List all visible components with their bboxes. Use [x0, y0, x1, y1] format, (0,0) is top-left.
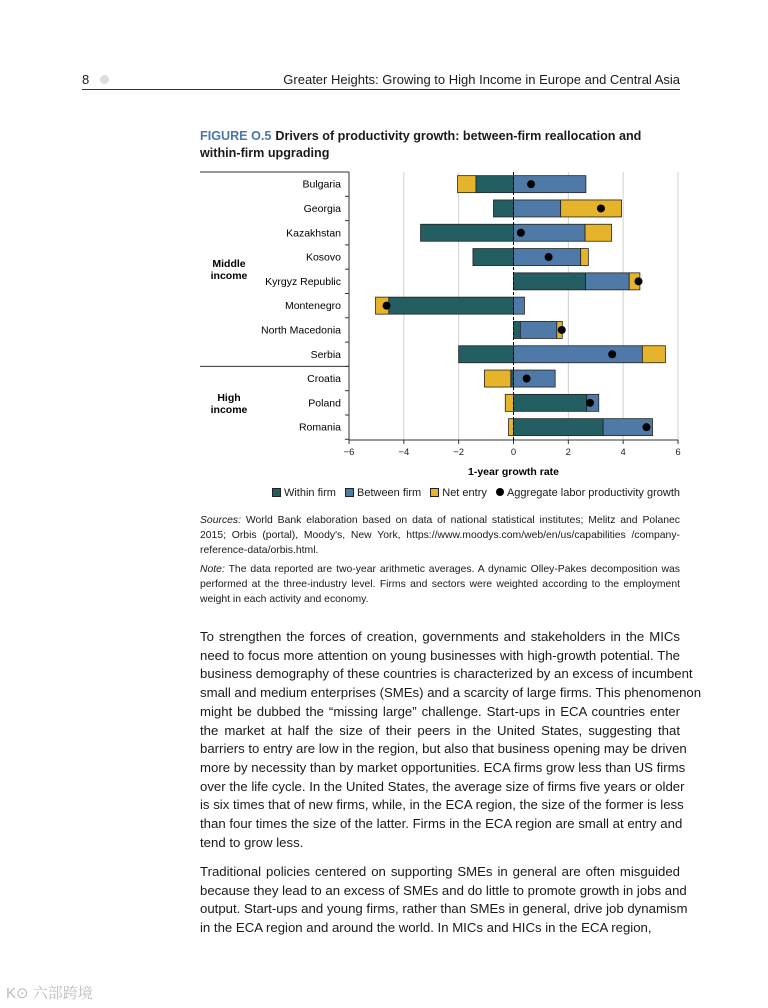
aggregate-dot: [383, 302, 391, 310]
aggregate-dot: [523, 375, 531, 383]
legend-swatch-within-firm: [272, 488, 281, 497]
bar-segment-between-firm: [514, 200, 561, 217]
x-tick-label: 6: [675, 447, 681, 458]
category-label: Bulgaria: [302, 178, 341, 191]
body-paragraph-1: [200, 628, 702, 852]
bar-segment-between-firm: [514, 370, 556, 387]
body-line: the market at half the size of their peers in the United States, suggesting that: [200, 722, 680, 738]
body-line: need to focus more attention on young businesses with high-growth potential. The: [200, 647, 680, 663]
bar-segment-net-entry: [509, 419, 514, 436]
body-line: because they lead to an excess of SMEs and do little to promote growth in jobs and: [200, 882, 687, 898]
bar-segment-within-firm: [514, 321, 521, 338]
group-label: income: [210, 270, 248, 283]
sources-text: World Bank elaboration based on data of national statistical institutes; Melitz and Polanec 2015; Orbis (portal), Moody's, New York, https://www.moodys.com/web/en/us/capabilities /company-reference-data/orbis.html.: [200, 515, 680, 556]
category-label: North Macedonia: [261, 324, 341, 337]
group-label: Middle: [212, 258, 246, 271]
bar-segment-within-firm: [514, 419, 604, 436]
body-line: over the life cycle. In the United States, the average size of firms five years or older: [200, 778, 685, 794]
body-line: To strengthen the forces of creation, governments and stakeholders in the MICs: [200, 629, 680, 644]
bar-segment-within-firm: [389, 297, 514, 314]
category-label: Kazakhstan: [286, 227, 341, 240]
bar-segment-within-firm: [476, 176, 514, 193]
aggregate-dot: [586, 399, 594, 407]
bar-segment-net-entry: [505, 394, 513, 411]
aggregate-dot: [558, 326, 566, 334]
body-line: Traditional policies centered on supporting SMEs in general are often misguided: [200, 864, 680, 879]
aggregate-dot: [545, 253, 553, 261]
bar-segment-net-entry: [458, 176, 476, 193]
x-tick-label: −2: [453, 447, 465, 458]
figure-number: FIGURE O.5: [200, 129, 272, 143]
page-number: 8: [82, 72, 90, 87]
bar-segment-within-firm: [493, 200, 513, 217]
category-label: Montenegro: [284, 300, 341, 313]
body-line: is six times that of new firms, while, in the ECA region, the size of the former is less: [200, 797, 684, 813]
legend-label-net-entry: Net entry: [442, 487, 487, 499]
bar-segment-between-firm: [514, 176, 586, 193]
x-tick-label: −6: [343, 447, 355, 458]
running-title: Greater Heights: Growing to High Income in Europe and Central Asia: [283, 72, 680, 87]
category-label: Croatia: [307, 373, 341, 386]
bar-segment-between-firm: [514, 297, 525, 314]
category-label: Serbia: [310, 348, 341, 361]
legend-label-aggregate: Aggregate labor productivity growth: [506, 487, 680, 499]
bar-segment-net-entry: [561, 200, 622, 217]
bar-segment-within-firm: [421, 224, 514, 241]
category-label: Kyrgyz Republic: [265, 275, 341, 288]
x-tick-label: −4: [398, 447, 410, 458]
legend-label-within-firm: Within firm: [283, 487, 336, 499]
body-paragraph-2: [200, 863, 688, 938]
category-label: Kosovo: [305, 251, 341, 264]
aggregate-dot: [608, 350, 616, 358]
note-label: Note:: [200, 564, 225, 575]
bar-segment-within-firm: [514, 394, 587, 411]
bar-segment-net-entry: [484, 370, 510, 387]
bar-segment-within-firm: [514, 273, 586, 290]
bar-segment-between-firm: [520, 321, 556, 338]
body-line: tend to grow less.: [200, 834, 304, 850]
category-label: Poland: [308, 397, 341, 410]
x-tick-label: 4: [620, 447, 626, 458]
bar-segment-between-firm: [586, 273, 630, 290]
aggregate-dot: [642, 423, 650, 431]
bar-segment-net-entry: [585, 224, 612, 241]
x-tick-label: 2: [565, 447, 571, 458]
chart-legend: [200, 487, 680, 499]
watermark-logo: K⊙ 六部跨境: [6, 985, 93, 1002]
legend-swatch-between-firm: [345, 488, 354, 497]
category-label: Georgia: [303, 202, 341, 215]
aggregate-dot: [597, 204, 605, 212]
group-label: High: [217, 391, 241, 404]
sources-note: [200, 513, 680, 558]
bar-segment-within-firm: [473, 249, 514, 266]
sources-label: Sources:: [200, 515, 242, 526]
body-line: barriers to entry are low in the region, but also that business opening may be driven: [200, 741, 687, 757]
figure-note: [200, 562, 680, 607]
figure-caption: Drivers of productivity growth: between-firm reallocation and within-firm upgrading: [200, 129, 642, 160]
bar-segment-within-firm: [459, 346, 514, 363]
body-line: more by necessity than by market opportunities. ECA firms grow less than US firms: [200, 759, 686, 775]
note-text: The data reported are two-year arithmetic averages. A dynamic Olley-Pakes decomposition was performed at the three-industry level. Firms and sectors were weighted according to the employment weight in each activity and economy.: [200, 564, 680, 605]
group-label: income: [210, 403, 248, 416]
aggregate-dot: [635, 277, 643, 285]
aggregate-dot: [517, 229, 525, 237]
body-line: output. Start-ups and young firms, rather than SMEs in general, drive job dynamism: [200, 901, 688, 917]
category-label: Romania: [298, 421, 341, 434]
legend-swatch-net-entry: [430, 488, 439, 497]
body-line: business demography of these countries is characterized by an excess of incumbent: [200, 666, 693, 682]
bar-segment-net-entry: [642, 346, 665, 363]
bar-segment-between-firm: [514, 346, 643, 363]
body-line: might be dubbed the “missing large” challenge. Start-ups in ECA countries enter: [200, 703, 680, 719]
aggregate-dot: [527, 180, 535, 188]
body-line: than four times the size of the latter. Firms in the ECA region are small at entry and: [200, 816, 683, 832]
x-axis-label: 1-year growth rate: [467, 466, 560, 478]
body-line: in the ECA region and around the world. In MICs and HICs in the ECA region,: [200, 920, 652, 936]
stacked-bar-chart: [0, 0, 768, 480]
x-tick-label: 0: [510, 447, 517, 458]
bar-segment-net-entry: [581, 249, 589, 266]
legend-dot-aggregate: [496, 488, 504, 496]
legend-label-between-firm: Between firm: [356, 487, 422, 499]
body-line: small and medium enterprises (SMEs) and a scarcity of large firms. This phenomenon: [200, 685, 702, 701]
